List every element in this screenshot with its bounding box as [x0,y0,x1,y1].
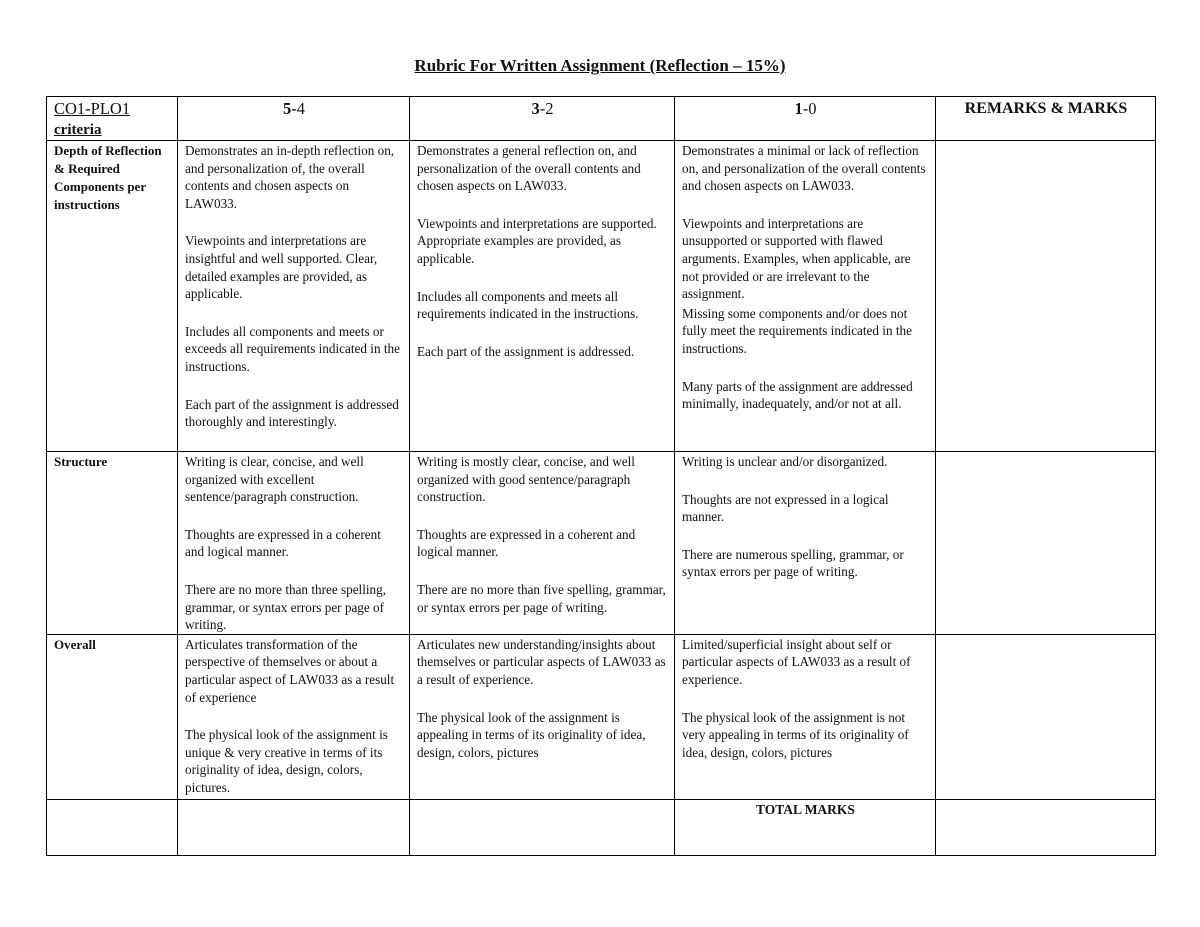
empty-cell [410,799,675,855]
descriptor: Many parts of the assignment are addressed minimally, inadequately, and/or not at all. [682,378,913,412]
descriptor: Articulates transformation of the perspective of themselves or about a particular aspect of LAW033 as a result of experience [185,636,395,705]
descriptor: The physical look of the assignment is not very appealing in terms of its originality of idea, design, colors, pictures [682,709,909,760]
score-5-4-cell [178,141,410,452]
score-3-2-cell [410,141,675,452]
rubric-row-structure [47,452,1156,635]
total-marks-value-cell[interactable] [936,799,1156,855]
remarks-marks-cell[interactable] [936,452,1156,635]
scale-5-rest: -4 [291,99,305,118]
descriptor: There are no more than five spelling, grammar, or syntax errors per page of writing. [417,581,666,615]
descriptor: Viewpoints and interpretations are unsupported or supported with flawed arguments. Examples, when applicable, are not provided or are irrelevant to the assignment. [682,215,911,302]
rubric-row-overall [47,634,1156,799]
criteria-header [47,97,178,141]
score-1-0-cell [675,634,936,799]
empty-cell [47,799,178,855]
descriptor: Thoughts are expressed in a coherent and logical manner. [417,526,636,560]
descriptor: Limited/superficial insight about self or particular aspects of LAW033 as a result of experience. [682,636,911,687]
empty-cell [178,799,410,855]
descriptor: Each part of the assignment is addressed. [417,343,635,359]
score-1-0-cell [675,452,936,635]
remarks-marks-cell[interactable] [936,141,1156,452]
criterion-cell: Structure [47,452,178,635]
criteria-header-code: CO1-PLO1 [54,99,131,118]
descriptor: The physical look of the assignment is unique & very creative in terms of its originality of idea, design, colors, pictures. [185,727,388,795]
descriptor: Writing is mostly clear, concise, and well organized with good sentence/paragraph construction. [417,454,635,505]
score-5-4-cell [178,452,410,635]
descriptor: Each part of the assignment is addressed thoroughly and interestingly. [185,396,399,430]
score-1-0-cell [675,141,936,452]
score-3-2-cell [410,452,675,635]
scale-5-4-header [178,97,410,141]
descriptor: There are no more than three spelling, grammar, or syntax errors per page of writing. [185,581,387,633]
descriptor: Articulates new understanding/insights about themselves or particular aspects of LAW033 as a result of experience. [417,636,666,687]
criterion-cell: Depth of Reflection & Required Components per instructions [47,141,178,452]
remarks-marks-cell[interactable] [936,634,1156,799]
descriptor: Includes all components and meets all requirements indicated in the instructions. [417,288,639,322]
remarks-marks-header: REMARKS & MARKS [936,97,1156,141]
scale-1-rest: -0 [802,99,817,118]
scale-1-bold: 1 [794,99,803,118]
total-row [47,799,1156,855]
descriptor: Demonstrates an in-depth reflection on, and personalization of, the overall contents and chosen aspects on LAW033. [185,143,395,211]
criterion-cell: Overall [47,634,178,799]
scale-3-bold: 3 [531,99,540,118]
scale-3-2-header [410,97,675,141]
descriptor: Demonstrates a general reflection on, and personalization of the overall contents and chosen aspects on LAW033. [417,143,641,194]
rubric-table [46,96,1156,856]
score-3-2-cell [410,634,675,799]
total-marks-label: TOTAL MARKS [675,799,936,855]
descriptor: Includes all components and meets or exceeds all requirements indicated in the instructions. [185,323,400,374]
scale-3-rest: -2 [539,99,554,118]
descriptor: Viewpoints and interpretations are supported. Appropriate examples are provided, as applicable. [417,215,657,266]
descriptor: Thoughts are expressed in a coherent and logical manner. [185,526,381,560]
descriptor: There are numerous spelling, grammar, or syntax errors per page of writing. [682,546,904,580]
scale-5-bold: 5 [283,99,292,118]
descriptor: Writing is clear, concise, and well organized with excellent sentence/paragraph construction. [185,454,364,505]
rubric-row-depth [47,141,1156,452]
descriptor: Writing is unclear and/or disorganized. [682,454,888,469]
descriptor: Missing some components and/or does not fully meet the requirements indicated in the instructions. [682,305,912,356]
descriptor: Demonstrates a minimal or lack of reflection on, and personalization of the overall contents and chosen aspects on LAW033. [682,143,926,194]
scale-1-0-header [675,97,936,141]
score-5-4-cell [178,634,410,799]
document-title: Rubric For Written Assignment (Reflection – 15%) [414,56,786,75]
descriptor: The physical look of the assignment is appealing in terms of its originality of idea, design, colors, pictures [417,709,646,760]
descriptor: Thoughts are not expressed in a logical manner. [682,491,889,525]
descriptor: Viewpoints and interpretations are insightful and well supported. Clear, detailed examples are provided, as applicable. [185,233,378,302]
criteria-header-label: criteria [54,122,102,138]
header-row [47,97,1156,141]
